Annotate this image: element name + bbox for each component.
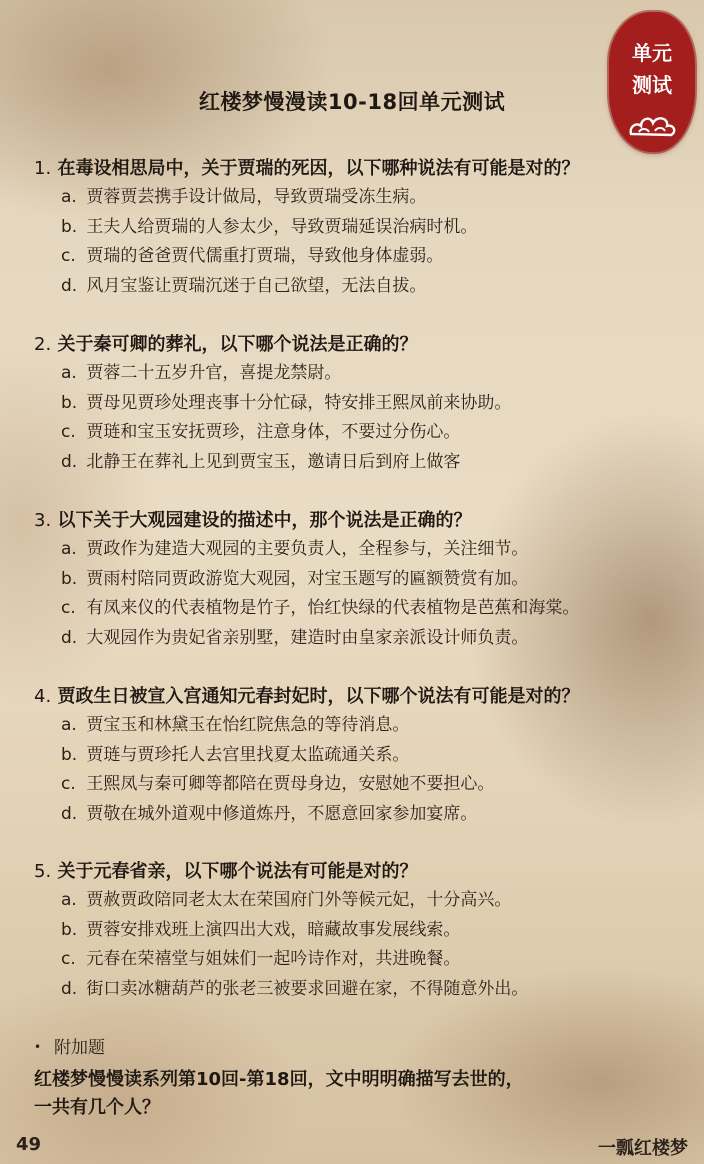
- question-heading: [34, 858, 684, 886]
- brand-name: 一瓢红楼梦: [598, 1138, 688, 1159]
- option-b: [34, 565, 684, 595]
- option-text: 贾宝玉和林黛玉在怡红院焦急的等待消息。: [86, 715, 410, 735]
- option-letter: d.: [61, 627, 78, 648]
- option-text: 街口卖冰糖葫芦的张老三被要求回避在家，不得随意外出。: [86, 978, 529, 999]
- option-d: [34, 624, 684, 654]
- option-d: [34, 272, 684, 302]
- option-text: 风月宝鉴让贾瑞沉迷于自己欲望，无法自拔。: [86, 275, 427, 296]
- seal-line-1: 单元: [632, 41, 672, 65]
- option-letter: b.: [61, 919, 78, 940]
- option-text: 贾蓉安排戏班上演四出大戏，暗藏故事发展线索。: [86, 919, 461, 940]
- option-c: [34, 945, 684, 975]
- option-c: [34, 594, 684, 624]
- option-text: 北静王在葬礼上见到贾宝玉，邀请日后到府上做客: [86, 451, 461, 472]
- page-title: 红楼梦慢漫读10-18回单元测试: [198, 90, 506, 114]
- question-text: 关于秦可卿的葬礼，以下哪个说法是正确的？: [57, 334, 418, 355]
- question-4: [34, 683, 684, 829]
- option-letter: c.: [61, 774, 76, 794]
- option-letter: c.: [61, 422, 76, 442]
- option-d: [34, 800, 684, 830]
- option-text: 贾蓉贾芸携手设计做局，导致贾瑞受冻生病。: [86, 187, 427, 207]
- option-letter: c.: [61, 246, 76, 266]
- option-c: [34, 418, 684, 448]
- option-d: [34, 448, 684, 478]
- option-b: [34, 741, 684, 771]
- option-text: 王熙凤与秦可卿等都陪在贾母身边，安慰她不要担心。: [86, 774, 495, 794]
- option-c: [34, 242, 684, 272]
- question-text: 贾政生日被宣入宫通知元春封妃时，以下哪个说法有可能是对的？: [57, 686, 580, 707]
- option-d: [34, 975, 684, 1005]
- option-letter: a.: [61, 715, 77, 735]
- question-number: 2.: [34, 334, 52, 355]
- option-letter: b.: [61, 216, 78, 237]
- option-text: 贾敬在城外道观中修道炼丹，不愿意回家参加宴席。: [86, 803, 478, 824]
- option-letter: b.: [61, 568, 78, 589]
- bonus-question-line-1: 红楼梦慢慢读系列第10回-第18回，文中明明确描写去世的，: [34, 1069, 524, 1090]
- question-text: 以下关于大观园建设的描述中，那个说法是正确的？: [57, 510, 472, 531]
- option-text: 贾蓉二十五岁升官，喜提龙禁尉。: [86, 363, 342, 383]
- option-text: 王夫人给贾瑞的人参太少，导致贾瑞延误治病时机。: [86, 216, 478, 237]
- bonus-question-label: [34, 1034, 105, 1061]
- page-number: 49: [16, 1134, 42, 1155]
- option-letter: d.: [61, 978, 78, 999]
- option-b: [34, 916, 684, 946]
- option-text: 贾瑞的爸爸贾代儒重打贾瑞，导致他身体虚弱。: [86, 246, 444, 266]
- option-a: [34, 886, 684, 916]
- option-text: 贾琏和宝玉安抚贾珍，注意身体，不要过分伤心。: [86, 422, 461, 442]
- option-text: 贾琏与贾珍托人去宫里找夏太监疏通关系。: [86, 744, 410, 765]
- question-heading: [34, 507, 684, 535]
- option-a: [34, 711, 684, 741]
- question-heading: [34, 683, 684, 711]
- option-letter: d.: [61, 275, 78, 296]
- question-number: 1.: [34, 158, 52, 179]
- option-letter: d.: [61, 803, 78, 824]
- option-text: 大观园作为贵妃省亲别墅，建造时由皇家亲派设计师负责。: [86, 627, 529, 648]
- option-text: 元春在荣禧堂与姐妹们一起吟诗作对，共进晚餐。: [86, 949, 461, 969]
- option-a: [34, 359, 684, 389]
- option-letter: d.: [61, 451, 78, 472]
- option-text: 有凤来仪的代表植物是竹子，怡红快绿的代表植物是芭蕉和海棠。: [86, 598, 580, 618]
- option-a: [34, 535, 684, 565]
- question-2: [34, 331, 684, 477]
- option-letter: c.: [61, 598, 76, 618]
- option-letter: b.: [61, 744, 78, 765]
- option-letter: a.: [61, 890, 77, 910]
- question-3: [34, 507, 684, 653]
- option-a: [34, 183, 684, 213]
- question-1: [34, 155, 684, 301]
- bullet-icon: •: [34, 1040, 42, 1054]
- option-letter: a.: [61, 539, 77, 559]
- unit-test-seal: [609, 12, 695, 152]
- option-c: [34, 770, 684, 800]
- option-text: 贾政作为建造大观园的主要负责人，全程参与，关注细节。: [86, 539, 529, 559]
- question-heading: [34, 155, 684, 183]
- option-letter: c.: [61, 949, 76, 969]
- bonus-label-text: 附加题: [54, 1038, 105, 1058]
- question-number: 3.: [34, 510, 52, 531]
- question-text: 关于元春省亲，以下哪个说法有可能是对的？: [57, 861, 418, 882]
- question-number: 5.: [34, 861, 52, 882]
- option-text: 贾雨村陪同贾政游览大观园，对宝玉题写的匾额赞赏有加。: [86, 568, 529, 589]
- option-letter: a.: [61, 363, 77, 383]
- question-text: 在毒设相思局中，关于贾瑞的死因，以下哪种说法有可能是对的？: [57, 158, 580, 179]
- option-b: [34, 389, 684, 419]
- option-b: [34, 213, 684, 243]
- question-5: [34, 858, 684, 1004]
- bonus-question-text: [34, 1066, 524, 1122]
- option-text: 贾赦贾政陪同老太太在荣国府门外等候元妃，十分高兴。: [86, 890, 512, 910]
- question-heading: [34, 331, 684, 359]
- cloud-pattern-icon: [627, 112, 677, 140]
- seal-line-2: 测试: [632, 73, 672, 97]
- option-text: 贾母见贾珍处理丧事十分忙碌，特安排王熙凤前来协助。: [86, 392, 512, 413]
- question-number: 4.: [34, 686, 52, 707]
- bonus-question-line-2: 一共有几个人？: [34, 1097, 160, 1118]
- option-letter: a.: [61, 187, 77, 207]
- option-letter: b.: [61, 392, 78, 413]
